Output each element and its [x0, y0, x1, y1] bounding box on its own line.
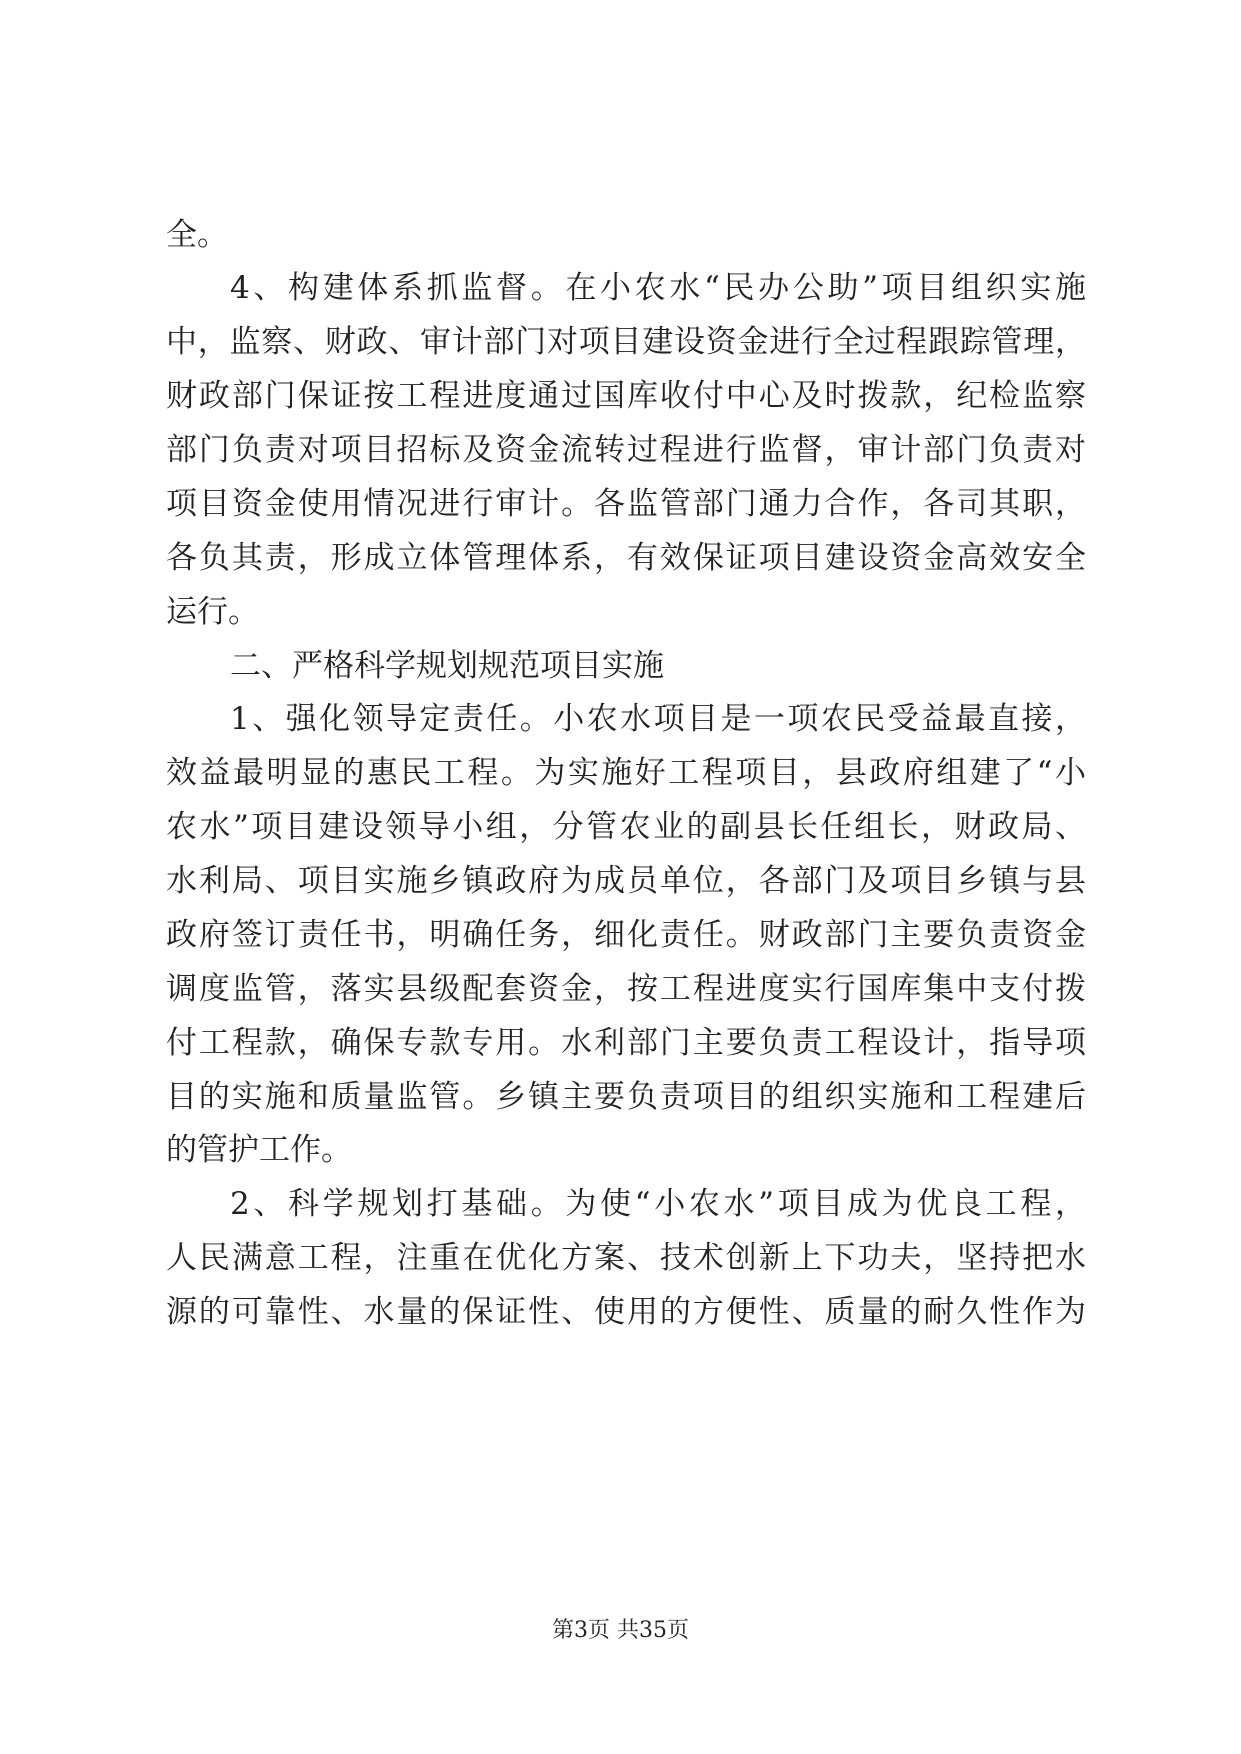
section-heading: 二、严格科学规划规范项目实施 — [230, 648, 664, 684]
body-line: 4、构建体系抓监督。在小农水“民办公助”项目组织实施 — [230, 270, 1086, 306]
body-line: 中，监察、财政、审计部门对项目建设资金进行全过程跟踪管理， — [166, 324, 1086, 360]
body-line: 水利局、项目实施乡镇政府为成员单位，各部门及项目乡镇与县 — [166, 863, 1086, 899]
body-line: 农水”项目建设领导小组，分管农业的副县长任组长，财政局、 — [166, 809, 1086, 845]
body-line: 效益最明显的惠民工程。为实施好工程项目，县政府组建了“小 — [166, 755, 1086, 791]
body-line: 各负其责，形成立体管理体系，有效保证项目建设资金高效安全 — [166, 540, 1086, 576]
body-line: 源的可靠性、水量的保证性、使用的方便性、质量的耐久性作为 — [166, 1294, 1086, 1330]
body-line: 目的实施和质量监管。乡镇主要负责项目的组织实施和工程建后 — [166, 1079, 1086, 1115]
body-line: 政府签订责任书，明确任务，细化责任。财政部门主要负责资金 — [166, 917, 1086, 953]
body-line: 1、强化领导定责任。小农水项目是一项农民受益最直接， — [230, 701, 1086, 737]
body-line: 调度监管，落实县级配套资金，按工程进度实行国库集中支付拨 — [166, 971, 1086, 1007]
body-line: 付工程款，确保专款专用。水利部门主要负责工程设计，指导项 — [166, 1025, 1086, 1061]
body-line: 财政部门保证按工程进度通过国库收付中心及时拨款，纪检监察 — [166, 378, 1086, 414]
body-line: 全。 — [166, 217, 228, 253]
body-line: 项目资金使用情况进行审计。各监管部门通力合作，各司其职， — [166, 486, 1086, 522]
body-line: 人民满意工程，注重在优化方案、技术创新上下功夫，坚持把水 — [166, 1240, 1086, 1276]
body-line: 运行。 — [166, 594, 259, 630]
page-number-footer: 第3页 共35页 — [552, 1618, 689, 1643]
body-line: 2、科学规划打基础。为使“小农水”项目成为优良工程， — [230, 1186, 1086, 1222]
body-line: 的管护工作。 — [166, 1132, 352, 1168]
body-line: 部门负责对项目招标及资金流转过程进行监督，审计部门负责对 — [166, 432, 1086, 468]
